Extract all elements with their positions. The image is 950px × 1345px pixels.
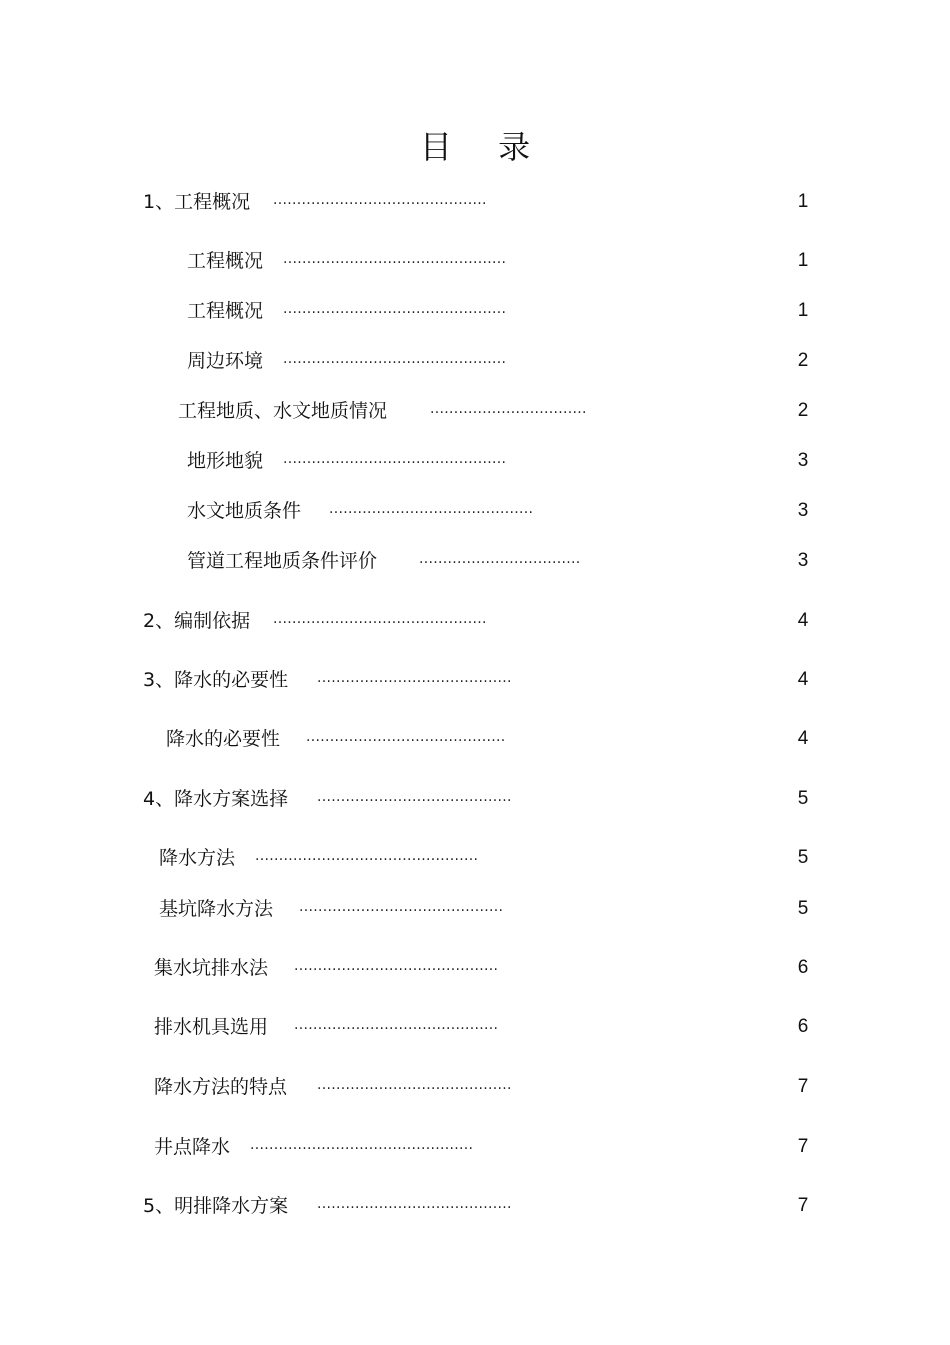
toc-entry[interactable] — [143, 187, 543, 217]
toc-entry-page: 7 — [797, 1195, 809, 1216]
toc-entry[interactable] — [159, 843, 539, 873]
toc-entry-label: 排水机具选用 — [154, 1016, 269, 1038]
toc-entry-page: 1 — [797, 250, 809, 271]
toc-entry-label: 集水坑排水法 — [154, 957, 269, 979]
toc-entry-page: 7 — [797, 1076, 809, 1097]
toc-leader-dots: ......................................... — [317, 1077, 512, 1093]
toc-entry-label: 1、工程概况 — [143, 191, 251, 213]
toc-entry-label: 5、明排降水方案 — [143, 1195, 289, 1217]
toc-leader-dots: ............................................... — [283, 251, 507, 267]
toc-entry-page: 1 — [797, 191, 809, 212]
toc-entry-page: 1 — [797, 300, 809, 321]
toc-leader-dots: ............................................. — [273, 611, 487, 627]
toc-entry[interactable] — [187, 546, 627, 576]
toc-entry[interactable] — [187, 346, 567, 376]
toc-entry-page: 2 — [797, 350, 809, 371]
toc-entry-label: 工程地质、水文地质情况 — [178, 400, 388, 422]
toc-entry-page: 5 — [797, 898, 809, 919]
toc-entry[interactable] — [154, 953, 554, 983]
toc-leader-dots: ........................................... — [299, 899, 504, 915]
toc-title: 目 录 — [419, 128, 549, 166]
toc-entry-label: 2、编制依据 — [143, 610, 251, 632]
toc-entry-label: 4、降水方案选择 — [143, 788, 289, 810]
toc-entry-label: 基坑降水方法 — [159, 898, 274, 920]
toc-leader-dots: .................................. — [419, 551, 581, 567]
toc-entry-page: 5 — [797, 788, 809, 809]
toc-entry-label: 工程概况 — [187, 250, 264, 272]
toc-entry[interactable] — [143, 606, 543, 636]
toc-entry-page: 6 — [797, 957, 809, 978]
toc-entry[interactable] — [154, 1132, 534, 1162]
toc-leader-dots: ................................. — [430, 401, 587, 417]
toc-leader-dots: .......................................... — [306, 729, 506, 745]
toc-leader-dots: ............................................... — [283, 351, 507, 367]
toc-leader-dots: ............................................... — [283, 451, 507, 467]
toc-leader-dots: ........................................... — [329, 501, 534, 517]
toc-entry-label: 3、降水的必要性 — [143, 669, 289, 691]
toc-entry-page: 4 — [797, 728, 809, 749]
toc-entry-page: 3 — [797, 550, 809, 571]
toc-leader-dots: ............................................... — [255, 848, 479, 864]
toc-entry[interactable] — [187, 496, 587, 526]
toc-entry-page: 3 — [797, 450, 809, 471]
toc-entry-page: 6 — [797, 1016, 809, 1037]
toc-entry[interactable] — [187, 296, 567, 326]
toc-leader-dots: ............................................... — [250, 1137, 474, 1153]
toc-entry[interactable] — [154, 1012, 554, 1042]
toc-entry-page: 3 — [797, 500, 809, 521]
toc-entry-label: 降水方法的特点 — [154, 1076, 288, 1098]
toc-entry[interactable] — [154, 1072, 574, 1102]
toc-entry[interactable] — [187, 446, 567, 476]
toc-entry[interactable] — [159, 894, 559, 924]
toc-entry[interactable] — [178, 396, 628, 426]
toc-entry[interactable] — [143, 784, 563, 814]
toc-entry-page: 4 — [797, 610, 809, 631]
toc-leader-dots: ............................................... — [283, 301, 507, 317]
toc-entry-label: 周边环境 — [187, 350, 264, 372]
toc-leader-dots: ............................................. — [273, 192, 487, 208]
toc-entry-label: 地形地貌 — [187, 450, 264, 472]
toc-entry[interactable] — [166, 724, 566, 754]
toc-entry-label: 水文地质条件 — [187, 500, 302, 522]
toc-leader-dots: ........................................... — [294, 958, 499, 974]
toc-entry-page: 5 — [797, 847, 809, 868]
toc-leader-dots: ......................................... — [317, 670, 512, 686]
toc-entry[interactable] — [187, 246, 567, 276]
toc-entry-page: 2 — [797, 400, 809, 421]
toc-entry-page: 4 — [797, 669, 809, 690]
toc-entry-label: 降水方法 — [159, 847, 236, 869]
toc-entry-label: 管道工程地质条件评价 — [187, 550, 378, 572]
toc-entry[interactable] — [143, 665, 563, 695]
toc-entry-page: 7 — [797, 1136, 809, 1157]
toc-leader-dots: ........................................... — [294, 1017, 499, 1033]
toc-entry-label: 降水的必要性 — [166, 728, 281, 750]
toc-entry-label: 工程概况 — [187, 300, 264, 322]
toc-leader-dots: ......................................... — [317, 1196, 512, 1212]
toc-leader-dots: ......................................... — [317, 789, 512, 805]
toc-entry-label: 井点降水 — [154, 1136, 231, 1158]
toc-entry[interactable] — [143, 1191, 563, 1221]
